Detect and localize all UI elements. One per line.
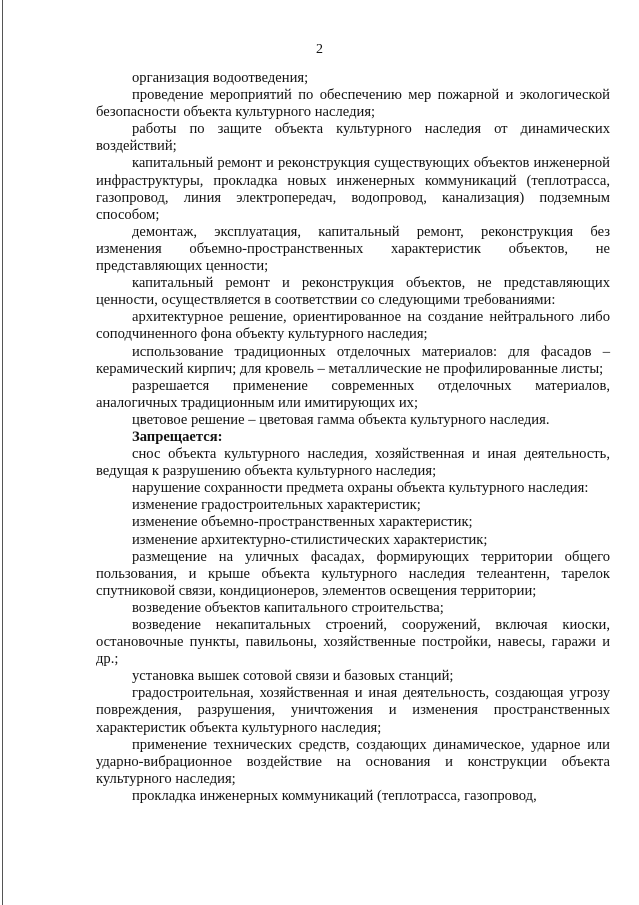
paragraph: демонтаж, эксплуатация, капитальный ремонт, реконструкция без изменения объемно-пространственных характеристик объектов, не представляющих ценности;	[96, 223, 610, 275]
paragraph: возведение некапитальных строений, сооружений, включая киоски, остановочные пункты, павильоны, хозяйственные постройки, навесы, гаражи и др.;	[96, 617, 610, 668]
paragraph: установка вышек сотовой связи и базовых станций;	[132, 668, 454, 685]
paragraph: работы по защите объекта культурного наследия от динамических воздействий;	[96, 121, 610, 155]
paragraph: архитектурное решение, ориентированное на создание нейтрального либо соподчиненного фона объекту культурного наследия;	[96, 309, 610, 343]
section-heading-prohibited: Запрещается:	[132, 428, 223, 445]
paragraph: использование традиционных отделочных материалов: для фасадов – керамический кирпич; для кровель – металлические не профилированные листы;	[96, 343, 610, 377]
paragraph: изменение градостроительных характеристик;	[132, 497, 421, 514]
paragraph: изменение объемно-пространственных характеристик;	[132, 514, 473, 531]
document-body	[96, 70, 610, 805]
paragraph: применение технических средств, создающих динамическое, ударное или ударно-вибрационное воздействие на основания и конструкции объекта культурного наследия;	[96, 736, 610, 787]
paragraph: проведение мероприятий по обеспечению мер пожарной и экологической безопасности объекта культурного наследия;	[96, 87, 610, 121]
paragraph: градостроительная, хозяйственная и иная деятельность, создающая угрозу повреждения, разрушения, уничтожения и изменения пространственных характеристик объекта культурного наследия;	[96, 685, 610, 736]
page-number: 2	[316, 42, 323, 57]
paragraph: цветовое решение – цветовая гамма объекта культурного наследия.	[132, 411, 550, 428]
paragraph: организация водоотведения;	[132, 70, 309, 86]
paragraph: нарушение сохранности предмета охраны объекта культурного наследия:	[132, 480, 589, 497]
paragraph: размещение на уличных фасадах, формирующих территории общего пользования, и крыше объекта культурного наследия телеантенн, тарелок спутниковой связи, кондиционеров, элементов освещения территории;	[96, 548, 610, 599]
scan-left-edge	[2, 0, 3, 905]
paragraph: разрешается применение современных отделочных материалов, аналогичных традиционным или имитирующих их;	[96, 377, 610, 411]
paragraph: капитальный ремонт и реконструкция объектов, не представляющих ценности, осуществляется в соответствии со следующими требованиями:	[96, 275, 610, 309]
paragraph: изменение архитектурно-стилистических характеристик;	[132, 531, 488, 548]
paragraph: прокладка инженерных коммуникаций (теплотрасса, газопровод,	[132, 787, 537, 804]
paragraph: снос объекта культурного наследия, хозяйственная и иная деятельность, ведущая к разрушению объекта культурного наследия;	[96, 446, 610, 480]
paragraph: капитальный ремонт и реконструкция существующих объектов инженерной инфраструктуры, прокладка новых инженерных коммуникаций (теплотрасса, газопровод, линия электропередач, водопровод, канализация) подземным способом;	[96, 155, 610, 223]
paragraph: возведение объектов капитального строительства;	[132, 599, 444, 616]
